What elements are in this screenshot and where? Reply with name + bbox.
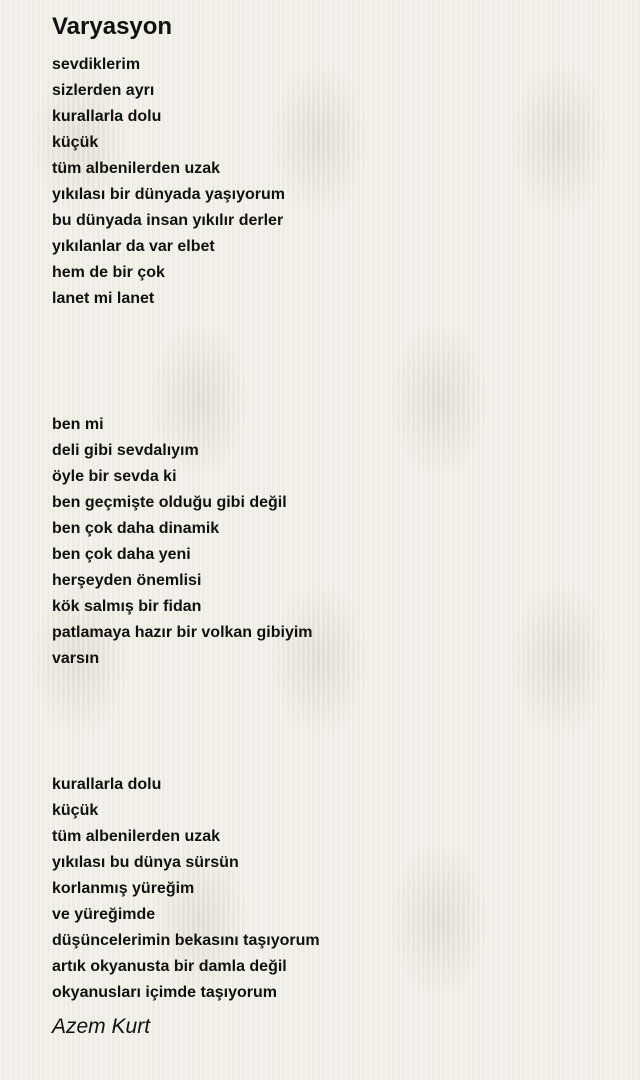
poem-line: düşüncelerimin bekasını taşıyorum bbox=[52, 932, 320, 949]
poem-line: öyle bir sevda ki bbox=[52, 468, 177, 485]
stanza-3 bbox=[52, 772, 612, 1006]
poem-line: kurallarla dolu bbox=[52, 776, 162, 793]
poem-line: ben çok daha yeni bbox=[52, 546, 191, 563]
poem-line: patlamaya hazır bir volkan gibiyim bbox=[52, 624, 313, 641]
poem-line: herşeyden önemlisi bbox=[52, 572, 202, 589]
stanza-2 bbox=[52, 412, 612, 672]
poem-line: bu dünyada insan yıkılır derler bbox=[52, 212, 284, 229]
poem-line: okyanusları içimde taşıyorum bbox=[52, 984, 277, 1001]
poem-line: hem de bir çok bbox=[52, 264, 165, 281]
poem-page bbox=[52, 12, 612, 1040]
poem-line: yıkılası bu dünya sürsün bbox=[52, 854, 239, 871]
poem-line: ben geçmişte olduğu gibi değil bbox=[52, 494, 287, 511]
poem-line: ben mi bbox=[52, 416, 104, 433]
poem-line: yıkılası bir dünyada yaşıyorum bbox=[52, 186, 285, 203]
poem-line: sevdiklerim bbox=[52, 56, 141, 73]
poem-line: kök salmış bir fidan bbox=[52, 598, 202, 615]
poem-title: Varyasyon bbox=[52, 13, 173, 40]
poem-line: varsın bbox=[52, 650, 100, 667]
poem-line: yıkılanlar da var elbet bbox=[52, 238, 215, 255]
poem-line: ben çok daha dinamik bbox=[52, 520, 220, 537]
poem-line: tüm albenilerden uzak bbox=[52, 828, 221, 845]
poem-author: Azem Kurt bbox=[52, 1015, 151, 1038]
poem-line: artık okyanusta bir damla değil bbox=[52, 958, 287, 975]
poem-line: deli gibi sevdalıyım bbox=[52, 442, 199, 459]
poem-line: sizlerden ayrı bbox=[52, 82, 155, 99]
poem-line: küçük bbox=[52, 134, 99, 151]
poem-line: kurallarla dolu bbox=[52, 108, 162, 125]
poem-line: küçük bbox=[52, 802, 99, 819]
poem-line: lanet mi lanet bbox=[52, 290, 155, 307]
poem-line: ve yüreğimde bbox=[52, 906, 156, 923]
stanza-1 bbox=[52, 52, 612, 312]
poem-line: korlanmış yüreğim bbox=[52, 880, 195, 897]
poem-line: tüm albenilerden uzak bbox=[52, 160, 221, 177]
